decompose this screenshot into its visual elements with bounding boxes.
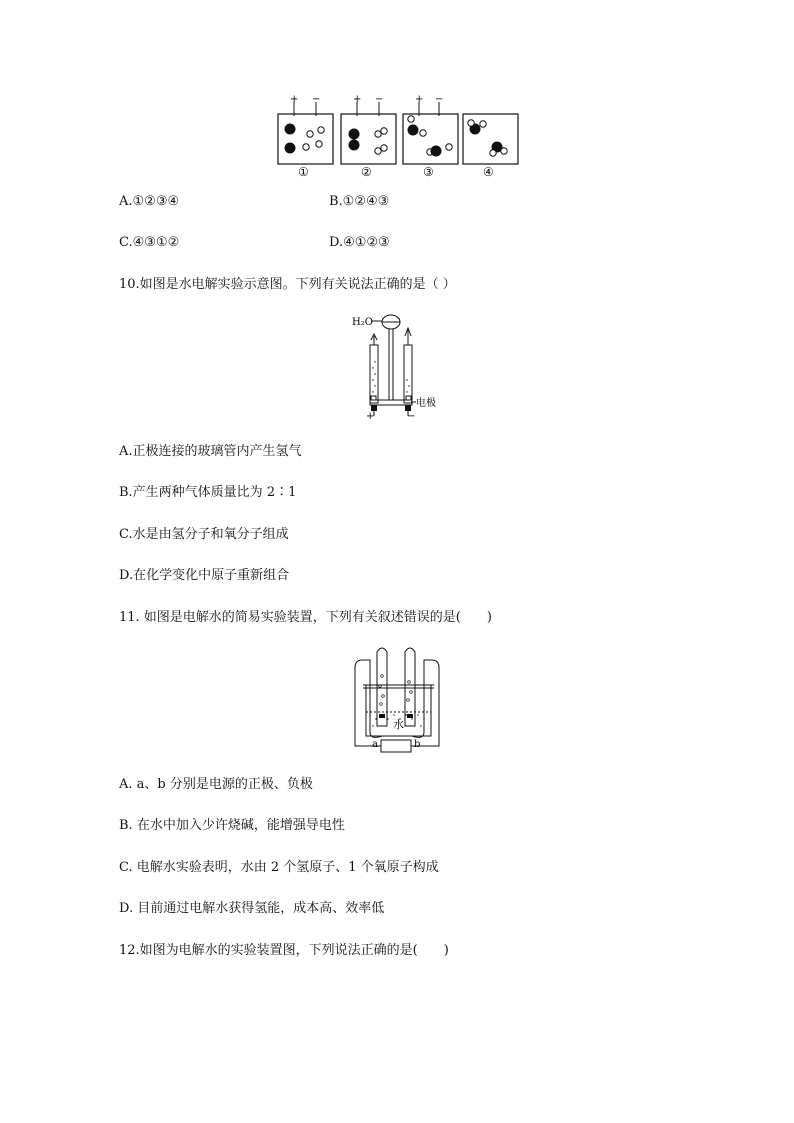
- b-label: b: [414, 739, 421, 750]
- minus-sign: −: [312, 94, 321, 105]
- minus-sign: −: [435, 94, 444, 105]
- q9-option-b[interactable]: B.①②④③: [329, 194, 390, 209]
- q10-stem: 10.如图是水电解实验示意图。下列有关说法正确的是（ ）: [119, 277, 456, 292]
- q11-stem: 11. 如图是电解水的简易实验装置，下列有关叙述错误的是( ): [119, 610, 492, 625]
- q9-option-a[interactable]: A.①②③④: [119, 194, 180, 209]
- q10-option-b[interactable]: B.产生两种气体质量比为 2∶1: [119, 485, 297, 500]
- water-label: 水: [393, 718, 404, 731]
- q10-option-d[interactable]: D.在化学变化中原子重新组合: [119, 568, 290, 583]
- panel-label-2: ②: [361, 165, 372, 179]
- plus-sign: +: [366, 411, 375, 420]
- q11-option-c[interactable]: C. 电解水实验表明，水由 2 个氢原子、1 个氧原子构成: [119, 860, 439, 875]
- plus-sign: +: [353, 94, 362, 105]
- minus-sign: −: [407, 411, 416, 420]
- q9-panel-4: [463, 114, 518, 179]
- q9-option-c[interactable]: C.④③①②: [119, 235, 180, 250]
- q10-option-c[interactable]: C.水是由氢分子和氧分子组成: [119, 527, 289, 542]
- panel-label-4: ④: [483, 165, 494, 179]
- water-label: H₂O: [352, 317, 373, 328]
- q9-figure: [272, 94, 524, 180]
- q9-option-d[interactable]: D.④①②③: [329, 235, 390, 250]
- q11-figure: [348, 640, 448, 758]
- electrode-label: 电极: [416, 398, 436, 409]
- panel-label-3: ③: [423, 165, 434, 179]
- q9-panel-1: [278, 94, 333, 179]
- plus-sign: +: [415, 94, 424, 105]
- q10-figure: [350, 308, 450, 420]
- panel-label-1: ①: [298, 165, 309, 179]
- q11-option-b[interactable]: B. 在水中加入少许烧碱，能增强导电性: [119, 818, 345, 833]
- q11-option-a[interactable]: A. a、b 分别是电源的正极、负极: [119, 777, 313, 792]
- q10-option-a[interactable]: A.正极连接的玻璃管内产生氢气: [119, 444, 302, 459]
- q9-panel-2: [341, 94, 396, 179]
- plus-sign: +: [290, 94, 299, 105]
- q12-stem: 12.如图为电解水的实验装置图，下列说法正确的是( ): [119, 943, 449, 958]
- q11-option-d[interactable]: D. 目前通过电解水获得氢能，成本高、效率低: [119, 901, 385, 916]
- q9-panel-3: [403, 94, 458, 179]
- a-label: a: [372, 739, 378, 750]
- minus-sign: −: [375, 94, 384, 105]
